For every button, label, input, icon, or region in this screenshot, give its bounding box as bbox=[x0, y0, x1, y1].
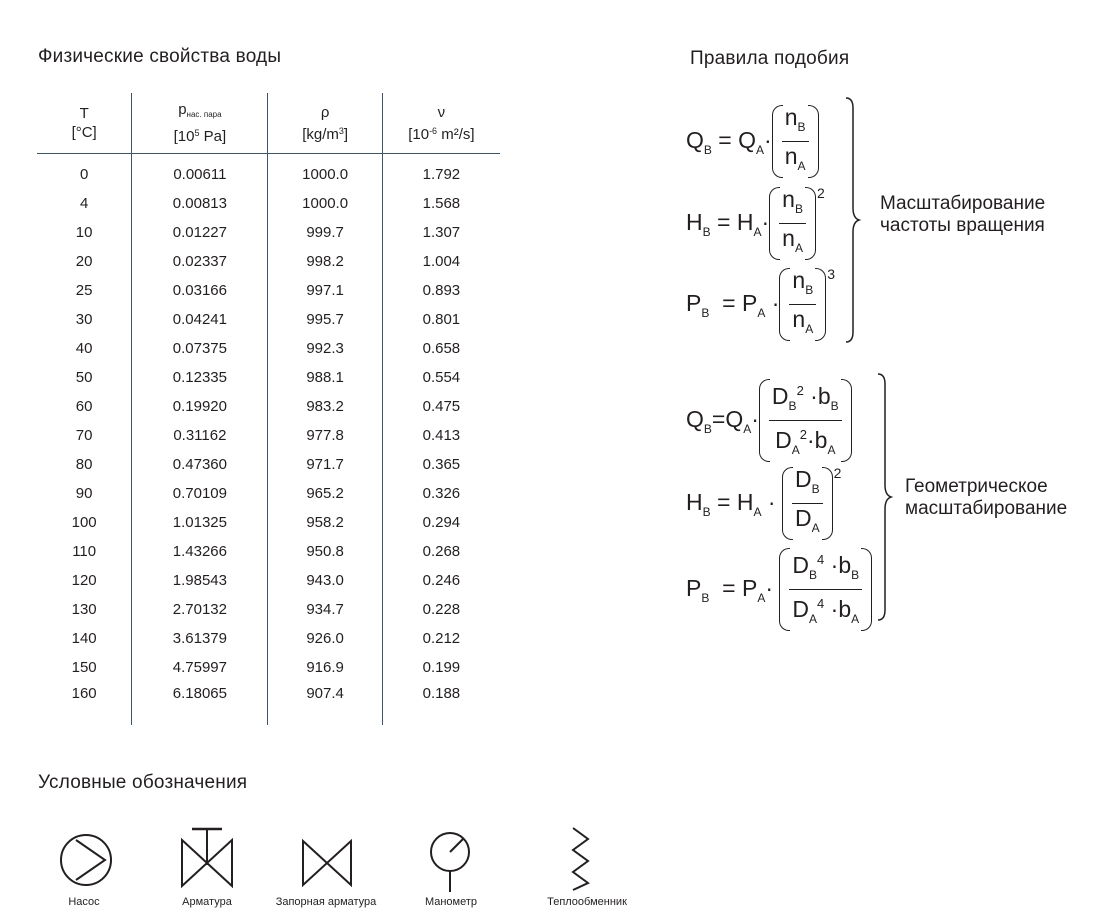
table-body bbox=[37, 154, 500, 726]
cell-vapor-pressure: 0.31162 bbox=[132, 421, 268, 450]
cell-density: 950.8 bbox=[268, 537, 382, 566]
cell-temperature: 80 bbox=[75, 456, 93, 473]
water-properties-title: Физические свойства воды bbox=[38, 46, 282, 67]
table-row bbox=[37, 276, 500, 305]
cell-temperature: 110 bbox=[72, 543, 97, 560]
cell-temperature: 60 bbox=[75, 398, 93, 415]
table-row bbox=[37, 566, 500, 595]
cell-viscosity: 0.294 bbox=[382, 508, 500, 537]
cell-density: 916.9 bbox=[268, 653, 382, 682]
cell-temperature: 40 bbox=[75, 340, 93, 357]
cell-temperature: 4 bbox=[79, 195, 89, 212]
cell-density: 983.2 bbox=[268, 392, 382, 421]
cell-vapor-pressure: 0.01227 bbox=[132, 218, 268, 247]
cell-vapor-pressure: 0.07375 bbox=[132, 334, 268, 363]
cell-viscosity: 0.413 bbox=[382, 421, 500, 450]
cell-viscosity: 0.188 bbox=[382, 682, 500, 725]
cell-viscosity: 0.212 bbox=[382, 624, 500, 653]
power-geometric-formula: $P_B = P_A\cdot$ $\frac{D_B^4 \cdot b_B}{D_A^4 \cdot b_A}$ bbox=[686, 546, 872, 633]
cell-viscosity: 0.475 bbox=[382, 392, 500, 421]
legend-title: Условные обозначения bbox=[38, 772, 248, 793]
cell-viscosity: 0.199 bbox=[382, 653, 500, 682]
cell-vapor-pressure: 0.00813 bbox=[132, 189, 268, 218]
cell-viscosity: 1.307 bbox=[382, 218, 500, 247]
cell-temperature: 70 bbox=[75, 427, 93, 444]
table-row bbox=[37, 189, 500, 218]
heat-exchanger-icon bbox=[568, 826, 594, 892]
cell-density: 977.8 bbox=[268, 421, 382, 450]
cell-viscosity: 0.801 bbox=[382, 305, 500, 334]
column-header-temperature: T [°C] bbox=[37, 93, 132, 154]
similarity-rules-title: Правила подобия bbox=[690, 48, 850, 69]
table-row bbox=[37, 653, 500, 682]
cell-vapor-pressure: 3.61379 bbox=[132, 624, 268, 653]
cell-vapor-pressure: 4.75997 bbox=[132, 653, 268, 682]
column-header-vapor-pressure: $p_{нас. пара}$ [$10^5$ Pa] bbox=[132, 93, 268, 154]
water-properties-table bbox=[37, 93, 500, 725]
cell-temperature: 20 bbox=[75, 253, 93, 270]
cell-density: 958.2 bbox=[268, 508, 382, 537]
cell-viscosity: 1.004 bbox=[382, 247, 500, 276]
cell-density: 907.4 bbox=[268, 682, 382, 725]
column-header-viscosity: ν [$10^{-6}$ m²/s] bbox=[382, 93, 500, 154]
cell-density: 971.7 bbox=[268, 450, 382, 479]
cell-density: 943.0 bbox=[268, 566, 382, 595]
cell-viscosity: 0.658 bbox=[382, 334, 500, 363]
cell-viscosity: 0.326 bbox=[382, 479, 500, 508]
table-row bbox=[37, 508, 500, 537]
cell-density: 988.1 bbox=[268, 363, 382, 392]
table-row bbox=[37, 218, 500, 247]
table-row bbox=[37, 334, 500, 363]
cell-viscosity: 0.268 bbox=[382, 537, 500, 566]
table-row bbox=[37, 247, 500, 276]
power-rotation-formula: $P_B = P_A$ · $\frac{n_B}{n_A}$ 3 bbox=[686, 266, 835, 343]
legend-label-valve: Арматура bbox=[182, 896, 232, 908]
legend-label-heat-exchanger: Теплообменник bbox=[547, 896, 627, 908]
valve-icon bbox=[178, 826, 236, 888]
cell-temperature: 130 bbox=[71, 601, 97, 618]
cell-density: 934.7 bbox=[268, 595, 382, 624]
cell-temperature: 100 bbox=[71, 514, 97, 531]
cell-density: 998.2 bbox=[268, 247, 382, 276]
table-row bbox=[37, 682, 500, 725]
flow-rotation-formula: $Q_B = Q_A\cdot$ $\frac{n_B}{n_A}$ bbox=[686, 103, 819, 180]
geometric-brace bbox=[874, 372, 894, 622]
cell-viscosity: 0.554 bbox=[382, 363, 500, 392]
cell-viscosity: 1.792 bbox=[382, 154, 500, 190]
cell-vapor-pressure: 0.02337 bbox=[132, 247, 268, 276]
table-row bbox=[37, 595, 500, 624]
table-row bbox=[37, 392, 500, 421]
cell-temperature: 150 bbox=[71, 659, 97, 676]
cell-vapor-pressure: 0.12335 bbox=[132, 363, 268, 392]
cell-density: 926.0 bbox=[268, 624, 382, 653]
cell-vapor-pressure: 0.04241 bbox=[132, 305, 268, 334]
table-row bbox=[37, 537, 500, 566]
cell-temperature: 30 bbox=[75, 311, 93, 328]
legend-label-pump: Насос bbox=[68, 896, 100, 908]
legend-label-manometer: Манометр bbox=[424, 896, 478, 908]
cell-vapor-pressure: 2.70132 bbox=[132, 595, 268, 624]
cell-density: 992.3 bbox=[268, 334, 382, 363]
cell-viscosity: 0.246 bbox=[382, 566, 500, 595]
cell-viscosity: 1.568 bbox=[382, 189, 500, 218]
cell-temperature: 0 bbox=[79, 166, 89, 183]
head-geometric-formula: $H_B = H_A$ · $\frac{D_B}{D_A}$ 2 bbox=[686, 465, 841, 542]
table-row bbox=[37, 624, 500, 653]
cell-density: 1000.0 bbox=[268, 154, 382, 190]
manometer-icon bbox=[427, 831, 473, 893]
table-row bbox=[37, 154, 500, 190]
flow-geometric-formula: $Q_B=Q_A\cdot$ $\frac{D_B^2 \cdot b_B}{D_A^2\cdot b_A}$ bbox=[686, 377, 852, 464]
cell-vapor-pressure: 1.98543 bbox=[132, 566, 268, 595]
cell-vapor-pressure: 0.70109 bbox=[132, 479, 268, 508]
cell-viscosity: 0.893 bbox=[382, 276, 500, 305]
cell-temperature: 140 bbox=[71, 630, 97, 647]
cell-temperature: 50 bbox=[75, 369, 93, 386]
cell-vapor-pressure: 1.01325 bbox=[132, 508, 268, 537]
cell-vapor-pressure: 0.03166 bbox=[132, 276, 268, 305]
rotation-scaling-label: Масштабирование частоты вращения bbox=[880, 193, 1046, 236]
head-rotation-formula: $H_B = H_A\cdot$ $\frac{n_B}{n_A}$ 2 bbox=[686, 185, 825, 262]
cell-vapor-pressure: 1.43266 bbox=[132, 537, 268, 566]
cell-density: 965.2 bbox=[268, 479, 382, 508]
cell-vapor-pressure: 0.19920 bbox=[132, 392, 268, 421]
cell-density: 997.1 bbox=[268, 276, 382, 305]
pump-icon bbox=[58, 832, 114, 888]
cell-density: 995.7 bbox=[268, 305, 382, 334]
rotation-brace bbox=[842, 96, 862, 344]
cell-vapor-pressure: 0.00611 bbox=[132, 154, 268, 190]
table-header-row bbox=[37, 93, 500, 154]
cell-density: 1000.0 bbox=[268, 189, 382, 218]
geometric-scaling-label: Геометрическое масштабирование bbox=[905, 476, 1068, 519]
cell-temperature: 160 bbox=[71, 685, 97, 702]
cell-density: 999.7 bbox=[268, 218, 382, 247]
cell-temperature: 120 bbox=[71, 572, 97, 589]
table-row bbox=[37, 421, 500, 450]
shutoff-valve-icon bbox=[300, 838, 354, 888]
cell-vapor-pressure: 6.18065 bbox=[132, 682, 268, 725]
column-header-density: ρ $[kg/m^3]$ bbox=[268, 93, 382, 154]
cell-temperature: 10 bbox=[75, 224, 93, 241]
table-row bbox=[37, 450, 500, 479]
table-row bbox=[37, 363, 500, 392]
table-row bbox=[37, 305, 500, 334]
table-row bbox=[37, 479, 500, 508]
cell-temperature: 25 bbox=[75, 282, 93, 299]
cell-vapor-pressure: 0.47360 bbox=[132, 450, 268, 479]
cell-temperature: 90 bbox=[75, 485, 93, 502]
cell-viscosity: 0.228 bbox=[382, 595, 500, 624]
legend-label-shutoff-valve: Запорная арматура bbox=[275, 896, 377, 908]
cell-viscosity: 0.365 bbox=[382, 450, 500, 479]
